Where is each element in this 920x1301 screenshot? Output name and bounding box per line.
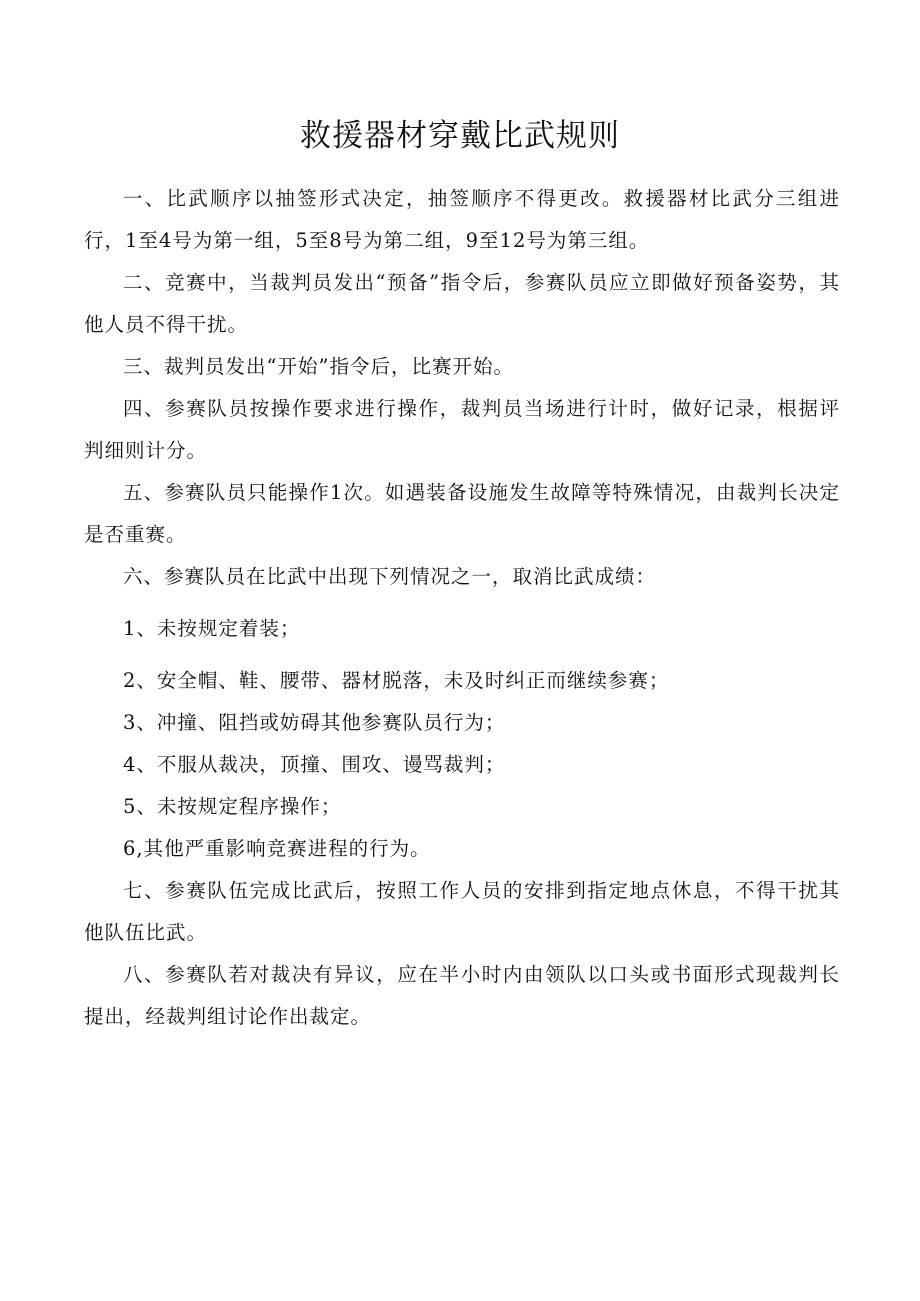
disqualification-item-4: 4、不服从裁决，顶撞、围攻、谩骂裁判； bbox=[123, 753, 506, 776]
rule-paragraph-1: 一、比武顺序以抽签形式决定，抽签顺序不得更改。救援器材比武分三组进行，1至4号为第一组，5至8号为第二组，9至12号为第三组。 bbox=[84, 187, 840, 252]
rule-paragraph-7: 七、参赛队伍完成比武后，按照工作人员的安排到指定地点休息，不得干扰其他队伍比武。 bbox=[84, 879, 840, 944]
document-title: 救援器材穿戴比武规则 bbox=[300, 118, 620, 154]
rule-paragraph-5: 五、参赛队员只能操作1次。如遇装备设施发生故障等特殊情况，由裁判长决定是否重赛。 bbox=[84, 481, 840, 546]
disqualification-item-3: 3、冲撞、阻挡或妨碍其他参赛队员行为； bbox=[123, 711, 506, 734]
disqualification-item-1: 1、未按规定着装； bbox=[123, 617, 301, 640]
rule-paragraph-8: 八、参赛队若对裁决有异议，应在半小时内由领队以口头或书面形式现裁判长提出，经裁判组讨论作出裁定。 bbox=[84, 963, 840, 1028]
disqualification-item-2: 2、安全帽、鞋、腰带、器材脱落，未及时纠正而继续参赛； bbox=[123, 669, 670, 692]
rule-paragraph-3: 三、裁判员发出“开始”指令后，比赛开始。 bbox=[123, 355, 514, 378]
document-body bbox=[84, 178, 840, 1038]
rule-paragraph-2: 二、竞赛中，当裁判员发出“预备”指令后，参赛队员应立即做好预备姿势，其他人员不得干扰。 bbox=[84, 271, 840, 336]
disqualification-item-5: 5、未按规定程序操作； bbox=[123, 795, 342, 818]
rule-paragraph-6: 六、参赛队员在比武中出现下列情况之一，取消比武成绩： bbox=[123, 565, 657, 588]
disqualification-item-6: 6,其他严重影响竞赛进程的行为。 bbox=[123, 837, 431, 860]
rule-paragraph-4: 四、参赛队员按操作要求进行操作，裁判员当场进行计时，做好记录，根据评判细则计分。 bbox=[84, 397, 840, 462]
